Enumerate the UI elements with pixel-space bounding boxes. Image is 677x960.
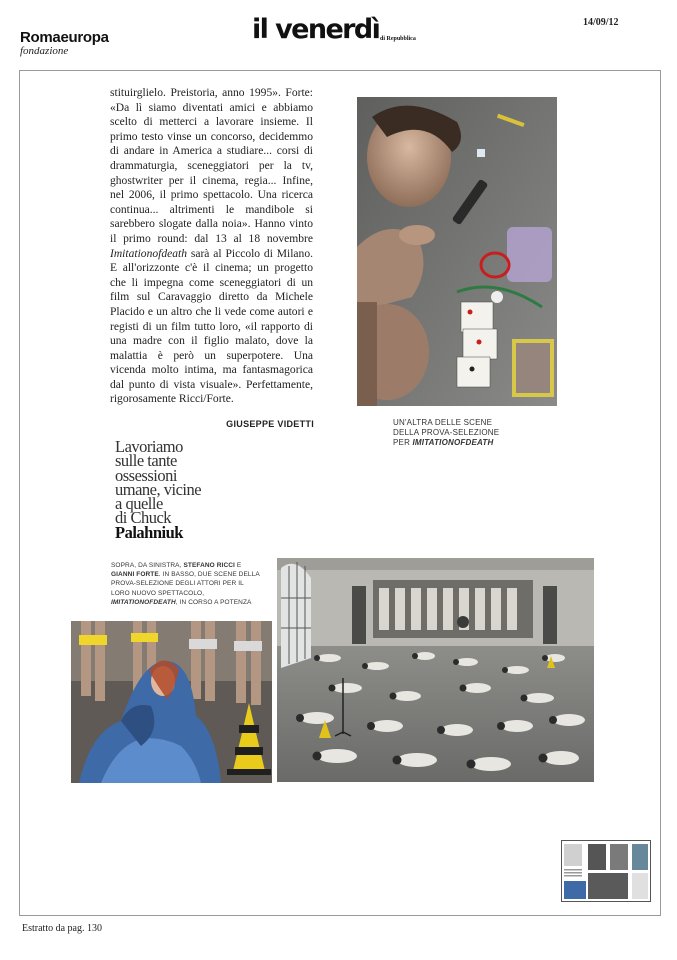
pull-quote-line: Lavoriamo <box>115 437 183 456</box>
caption-name-forte: GIANNI FORTE <box>111 571 159 579</box>
pull-quote-line: di Chuck <box>115 508 172 528</box>
pull-quote-line: a quelle <box>115 494 163 514</box>
pull-quote-line: ossessioni <box>115 465 177 485</box>
romaeuropa-logo-sub: fondazione <box>20 45 69 57</box>
article-text-1: stituirglielo. Preistoria, anno 1995». Forte: «Da lì siamo diventati amici e abbiamo scelto di metterci a lavorare insieme. Il primo testo vinse un concorso, decidemmo di andare in America a studiare... corsi di drammaturgia, sceneggiatori per la tv, ghostwriter per il cinema, regia... Infine, nel 2006, il primo spettacolo. Una ricerca continua... altrimenti le mandibole si sarebbero slogate dalla noia». Hanno vinto il primo round: dal 13 al 18 novembre <box>110 87 313 245</box>
caption-text: . IN BASSO, DUE SCENE DELLA PROVA-SELEZIONE DEGLI ATTORI PER IL LORO NUOVO SPETTACOLO, <box>111 571 260 597</box>
footer-extract-note: Estratto da pag. 130 <box>22 923 102 934</box>
page-thumbnail <box>561 840 651 902</box>
pull-quote-author: Palahniuk <box>115 522 183 542</box>
pull-quote <box>115 437 255 542</box>
caption-photo-1-line: DELLA PROVA-SELEZIONE <box>393 428 500 437</box>
photo-performers-denim <box>71 621 272 783</box>
caption-photo-1-prefix: PER <box>393 438 413 447</box>
article-body <box>110 86 313 407</box>
romaeuropa-logo-name: Romaeuropa <box>20 29 109 46</box>
caption-text: SOPRA, DA SINISTRA, <box>111 562 184 569</box>
caption-photo-1 <box>393 418 553 448</box>
masthead-title: il venerdì <box>252 14 380 45</box>
caption-photo-1-line: UN'ALTRA DELLE SCENE <box>393 418 493 427</box>
masthead-subtitle: di Repubblica <box>380 36 416 42</box>
article-show-title: Imitationofdeath <box>110 247 187 260</box>
romaeuropa-logo <box>20 30 109 57</box>
photo-hall-actors-lying <box>277 558 594 782</box>
caption-name-ricci: STEFANO RICCI <box>183 562 235 569</box>
caption-text: , IN CORSO A POTENZA <box>175 598 252 606</box>
photo-actor-on-floor <box>357 97 557 406</box>
byline: GIUSEPPE VIDETTI <box>226 419 314 429</box>
article-text-2: sarà al Piccolo di Milano. E all'orizzonte c'è il cinema; un progetto che li impegna come sceneggiatori di un film sul Caravaggio diretto da Michele Placido e un altro che li vede come autori e registi di un film tutto loro, «il rapporto di una madre con il figlio malato, dove la malattia è però un superpotere. Una vicenda molto intima, ma fantasmagorica dal punto di vista visuale». Perfettamente, rigorosamente Ricci/Forte. <box>110 247 313 406</box>
pull-quote-line: sulle tante <box>115 451 177 471</box>
pull-quote-line: umane, vicine <box>115 479 202 499</box>
caption-photo-1-title: IMITATIONOFDEATH <box>412 438 494 447</box>
caption-show-title: IMITATIONOFDEATH <box>111 598 176 606</box>
issue-date: 14/09/12 <box>583 17 619 28</box>
caption-photos-2-3 <box>111 561 261 607</box>
masthead-logo <box>252 14 422 48</box>
caption-text: E <box>236 562 242 569</box>
